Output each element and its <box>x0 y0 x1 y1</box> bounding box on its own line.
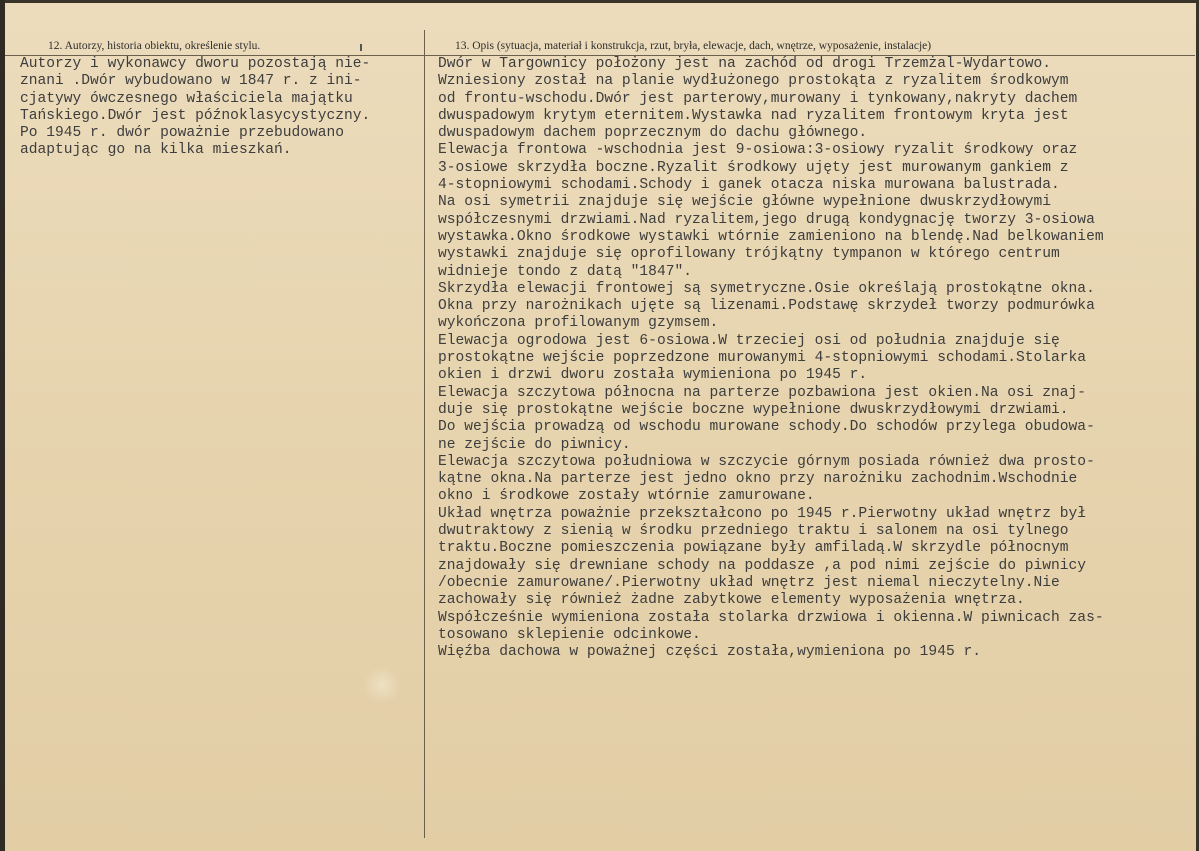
section-13-line: Elewacja szczytowa północna na parterze pozbawiona jest okien.Na osi znaj- <box>438 384 1087 401</box>
section-13-line: duje się prostokątne wejście boczne wypełnione dwuskrzydłowymi drzwiami. <box>438 401 1069 418</box>
section-13-line: Na osi symetrii znajduje się wejście główne wypełnione dwuskrzydłowymi <box>438 194 1052 211</box>
section-13-line: znajdowały się drewniane schody na poddasze ,a pod nimi zejście do piwnicy <box>438 557 1087 574</box>
section-13-line: kątne okna.Na parterze jest jedno okno przy narożniku zachodnim.Wschodnie <box>438 471 1078 488</box>
section-13-line: prostokątne wejście poprzedzone murowanymi 4-stopniowymi schodami.Stolarka <box>438 350 1087 367</box>
section-12-line: znani .Dwór wybudowano w 1847 r. z ini- <box>20 73 362 90</box>
section-13-line: okien i drzwi dworu została wymieniona po 1945 r. <box>438 367 868 384</box>
paper-stain <box>362 665 402 705</box>
section-12-line: adaptując go na kilka mieszkań. <box>20 142 292 159</box>
page-top-edge <box>0 0 1199 3</box>
section-13-line: Elewacja frontowa -wschodnia jest 9-osiowa:3-osiowy ryzalit środkowy oraz <box>438 142 1078 159</box>
section-12-line: cjatywy ówczesnego właściciela majątku <box>20 90 353 107</box>
section-13-line: traktu.Boczne pomieszczenia powiązane były amfiladą.W skrzydle północnym <box>438 540 1069 557</box>
column-divider <box>424 30 425 838</box>
section-12-line: Autorzy i wykonawcy dworu pozostają nie- <box>20 56 371 72</box>
section-13-line: od frontu-wschodu.Dwór jest parterowy,murowany i tynkowany,nakryty dachem <box>438 90 1078 107</box>
section-13-line: Współcześnie wymieniona została stolarka drzwiowa i okienna.W piwnicach zas- <box>438 609 1104 626</box>
section-13-header: 13. Opis (sytuacja, materiał i konstrukcja, rzut, bryła, elewacje, dach, wnętrze, wyposażenie, instalacje) <box>455 40 932 52</box>
section-13-line: Dwór w Targownicy położony jest na zachód od drogi Trzemżal-Wydartowo. <box>438 56 1052 72</box>
section-13-line: współczesnymi drzwiami.Nad ryzalitem,jego drugą kondygnację tworzy 3-osiowa <box>438 211 1095 228</box>
section-12-header: 12. Autorzy, historia obiektu, określenie stylu. <box>48 40 261 52</box>
section-13-line: 3-osiowe skrzydła boczne.Ryzalit środkowy ujęty jest murowanym gankiem z <box>438 159 1069 176</box>
section-13-line: Wzniesiony został na planie wydłużonego prostokąta z ryzalitem środkowym <box>438 73 1069 90</box>
section-13-text <box>438 56 1104 661</box>
section-13-line: dwuspadowym dachem poprzecznym do dachu głównego. <box>438 125 868 142</box>
section-13-line: Okna przy narożnikach ujęte są lizenami.Podstawę skrzydeł tworzy podmurówka <box>438 298 1095 315</box>
section-13-line: okno i środkowe zostały wtórnie zamurowane. <box>438 488 815 505</box>
section-13-line: tosowano sklepienie odcinkowe. <box>438 626 701 643</box>
section-13-line: zachowały się również żadne zabytkowe elementy wyposażenia wnętrza. <box>438 592 1025 609</box>
page-left-edge <box>0 0 5 851</box>
section-13-line: wystawka.Okno środkowe wystawki wtórnie zamieniono na blendę.Nad belkowaniem <box>438 228 1104 245</box>
section-13-line: /obecnie zamurowane/.Pierwotny układ wnętrz jest niemal nieczytelny.Nie <box>438 574 1060 591</box>
section-13-line: dwuspadowym krytym eternitem.Wystawka nad ryzalitem frontowym kryta jest <box>438 107 1069 124</box>
section-13-line: Układ wnętrza poważnie przekształcono po 1945 r.Pierwotny układ wnętrz był <box>438 505 1087 522</box>
section-13-line: dwutraktowy z sienią w środku przedniego traktu i salonem na osi tylnego <box>438 523 1069 540</box>
section-13-line: Więźba dachowa w poważnej części została,wymieniona po 1945 r. <box>438 644 981 661</box>
section-13-line: widnieje tondo z datą "1847". <box>438 263 692 280</box>
section-13-line: wykończona profilowanym gzymsem. <box>438 315 719 332</box>
section-13-line: Do wejścia prowadzą od wschodu murowane schody.Do schodów przylega obudowa- <box>438 419 1095 436</box>
section-13-line: ne zejście do piwnicy. <box>438 436 631 453</box>
section-12-line: Po 1945 r. dwór poważnie przebudowano <box>20 125 345 142</box>
section-13-line: 4-stopniowymi schodami.Schody i ganek otacza niska murowana balustrada. <box>438 177 1060 194</box>
pencil-tick-mark <box>360 44 362 51</box>
section-12-text <box>20 56 370 160</box>
section-13-line: Elewacja szczytowa południowa w szczycie górnym posiada również dwa prosto- <box>438 453 1095 470</box>
section-13-line: wystawki znajduje się oprofilowany trójkątny tympanon w którego centrum <box>438 246 1060 263</box>
section-12-line: Tańskiego.Dwór jest późnoklasycystyczny. <box>20 107 371 124</box>
section-13-line: Elewacja ogrodowa jest 6-osiowa.W trzeciej osi od południa znajduje się <box>438 332 1060 349</box>
section-13-line: Skrzydła elewacji frontowej są symetryczne.Osie określają prostokątne okna. <box>438 280 1095 297</box>
